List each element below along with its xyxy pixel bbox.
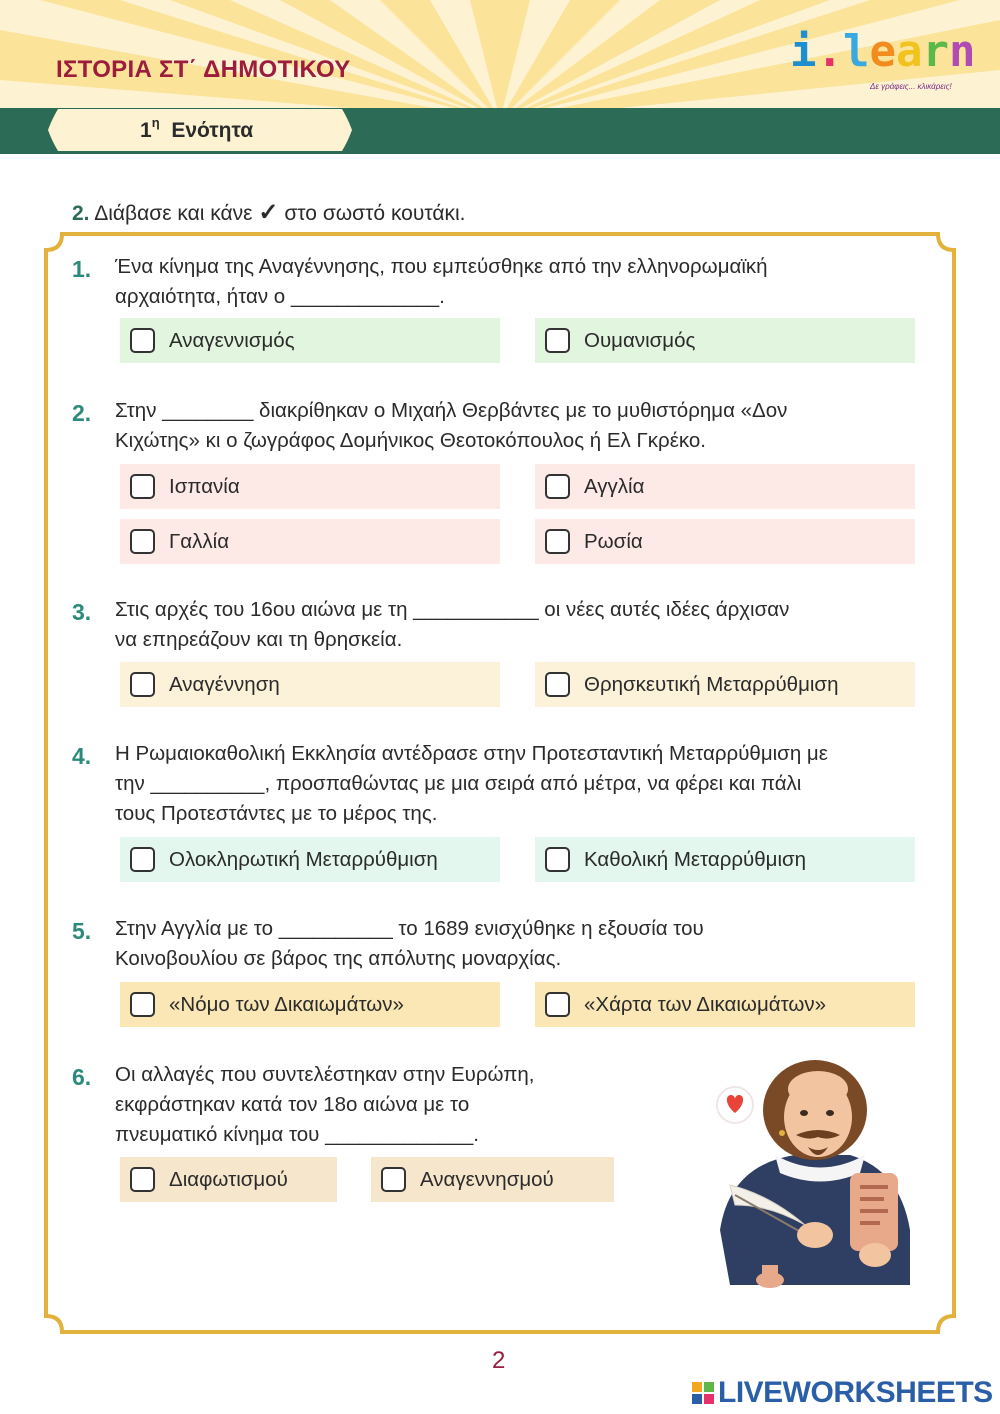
answer-checkbox[interactable] (545, 847, 570, 872)
answer-option[interactable]: «Χάρτα των Δικαιωμάτων» (535, 982, 915, 1027)
answer-checkbox[interactable] (130, 992, 155, 1017)
exercise-number: 2. (72, 202, 90, 225)
shakespeare-illustration (700, 1055, 930, 1300)
answer-option[interactable]: Αναγέννηση (120, 662, 500, 707)
question-text: Στην Αγγλία με το __________ το 1689 ενισχύθηκε η εξουσία του Κοινοβουλίου σε βάρος της απόλυτης μοναρχίας. (115, 917, 704, 970)
answer-option[interactable]: Ουμανισμός (535, 318, 915, 363)
logo-wordmark: i.learn (790, 26, 976, 77)
answer-option[interactable]: Αναγεννησμού (371, 1157, 614, 1202)
question-number: 6. (72, 1064, 92, 1090)
header-banner (0, 0, 1000, 108)
subject-title: ΙΣΤΟΡΙΑ ΣΤ΄ ΔΗΜΟΤΙΚΟΥ (56, 56, 351, 83)
question-text: Οι αλλαγές που συντελέστηκαν στην Ευρώπη, εκφράστηκαν κατά τον 18ο αιώνα με το πνευματικό κίνημα του _____________. (115, 1063, 535, 1146)
question-text: Στις αρχές του 16ου αιώνα με τη ___________ οι νέες αυτές ιδέες άρχισαν να επηρεάζουν και τη θρησκεία. (115, 598, 790, 651)
answer-checkbox[interactable] (545, 529, 570, 554)
logo-tagline: Δε γράφεις... κλικάρεις! (870, 82, 952, 91)
answer-checkbox[interactable] (130, 529, 155, 554)
ilearn-logo (790, 26, 976, 96)
answer-option[interactable]: Γαλλία (120, 519, 500, 564)
unit-title: $1^\eta$ Ενότητα (140, 115, 254, 142)
answer-option[interactable]: «Νόμο των Δικαιωμάτων» (120, 982, 500, 1027)
answer-checkbox[interactable] (130, 474, 155, 499)
question-number: 3. (72, 599, 92, 625)
answer-option[interactable]: Αγγλία (535, 464, 915, 509)
answer-option[interactable]: Ισπανία (120, 464, 500, 509)
question-number: 4. (72, 743, 92, 769)
question-number: 5. (72, 918, 92, 944)
answer-option[interactable]: Καθολική Μεταρρύθμιση (535, 837, 915, 882)
question-text: Στην ________ διακρίθηκαν ο Μιχαήλ Θερβάντες με το μυθιστόρημα «Δον Κιχώτης» κι ο ζωγράφος Δομήνικος Θεοτοκόπουλος ή Ελ Γκρέκο. (115, 399, 788, 452)
answer-checkbox[interactable] (545, 474, 570, 499)
answer-option[interactable]: Ρωσία (535, 519, 915, 564)
question-text: Ένα κίνημα της Αναγέννησης, που εμπεύσθηκε από την ελληνορωμαϊκή αρχαιότητα, ήταν ο _____________. (115, 255, 768, 308)
page-number: 2 (492, 1347, 506, 1374)
answer-checkbox[interactable] (545, 328, 570, 353)
question-number: 2. (72, 400, 92, 426)
answer-checkbox[interactable] (545, 992, 570, 1017)
answer-checkbox[interactable] (545, 672, 570, 697)
question-number: 1. (72, 256, 92, 282)
answer-checkbox[interactable] (130, 847, 155, 872)
liveworksheets-icon (692, 1382, 714, 1404)
liveworksheets-logo: LIVEWORKSHEETS (692, 1376, 993, 1410)
answer-checkbox[interactable] (130, 328, 155, 353)
question-text: Η Ρωμαιοκαθολική Εκκλησία αντέδρασε στην Προτεσταντική Μεταρρύθμιση με την __________, προσπαθώντας με μια σειρά από μέτρα, να φέρει και πάλι τους Προτεστάντες με το μέρος της. (115, 742, 828, 825)
answer-checkbox[interactable] (130, 672, 155, 697)
answer-option[interactable]: Διαφωτισμού (120, 1157, 337, 1202)
answer-checkbox[interactable] (130, 1167, 155, 1192)
answer-checkbox[interactable] (381, 1167, 406, 1192)
answer-option[interactable]: Αναγεννισμός (120, 318, 500, 363)
exercise-instruction: 2. Διάβασε και κάνε ✓ στο σωστό κουτάκι. (72, 199, 466, 226)
checkmark-icon: ✓ (258, 199, 279, 226)
answer-option[interactable]: Θρησκευτική Μεταρρύθμιση (535, 662, 915, 707)
answer-option[interactable]: Ολοκληρωτική Μεταρρύθμιση (120, 837, 500, 882)
